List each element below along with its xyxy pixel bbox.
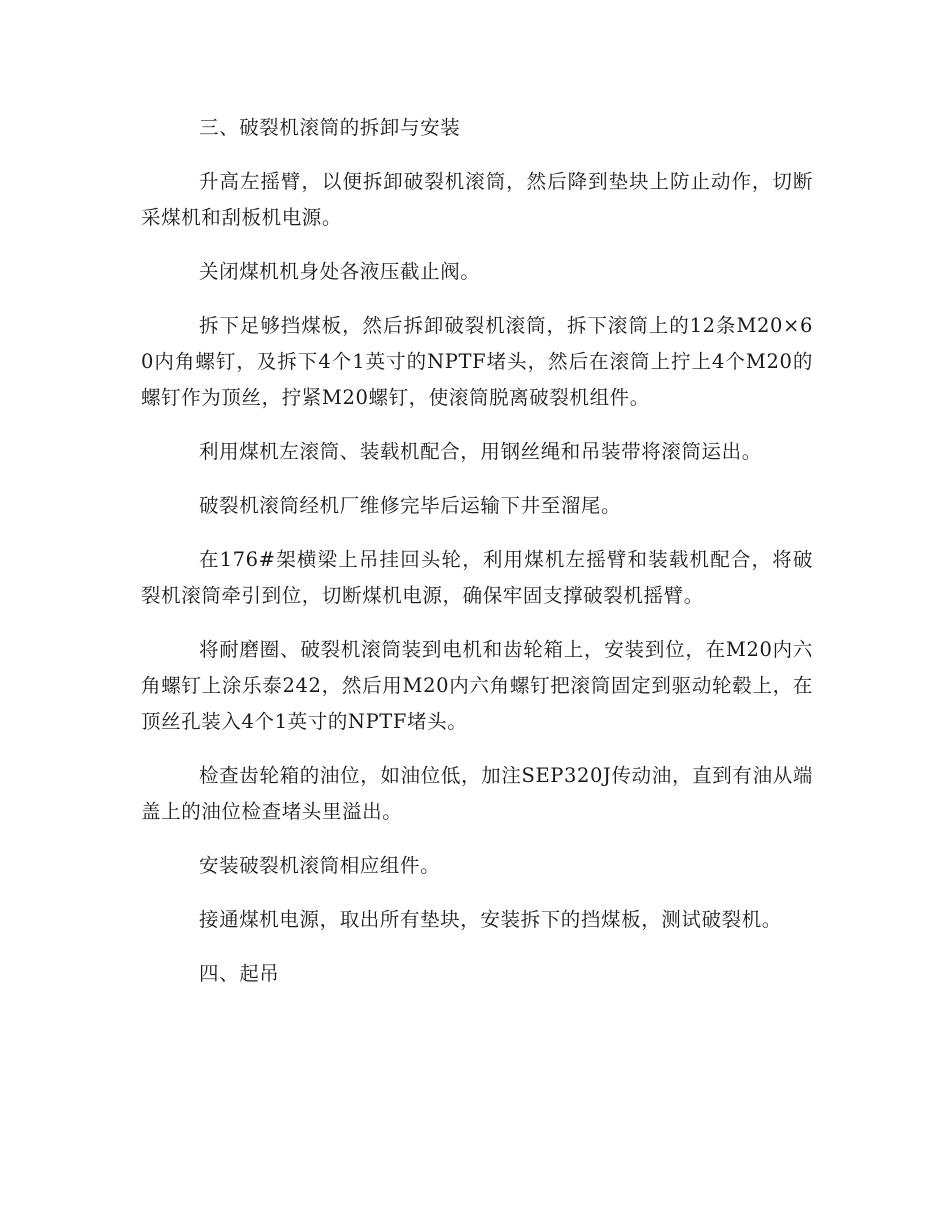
paragraph: 将耐磨圈、破裂机滚筒装到电机和齿轮箱上，安装到位，在M20内六角螺钉上涂乐泰242，然后用M20内六角螺钉把滚筒固定到驱动轮毂上，在顶丝孔装入4个1英寸的NPTF堵头。 [141,638,813,733]
paragraph: 利用煤机左滚筒、装载机配合，用钢丝绳和吊装带将滚筒运出。 [199,440,762,463]
paragraph: 在176#架横梁上吊挂回头轮，利用煤机左摇臂和装载机配合，将破裂机滚筒牵引到位，切断煤机电源，确保牢固支撑破裂机摇臂。 [141,548,813,607]
paragraph: 检查齿轮箱的油位，如油位低，加注SEP320J传动油，直到有油从端盖上的油位检查堵头里溢出。 [141,764,813,823]
section-heading-3: 三、破裂机滚筒的拆卸与安装 [199,116,461,139]
paragraph: 拆下足够挡煤板，然后拆卸破裂机滚筒，拆下滚筒上的12条M20×60内角螺钉，及拆下4个1英寸的NPTF堵头，然后在滚筒上拧上4个M20的螺钉作为顶丝，拧紧M20螺钉，使滚筒脱离破裂机组件。 [141,314,813,409]
paragraph: 升高左摇臂，以便拆卸破裂机滚筒，然后降到垫块上防止动作，切断采煤机和刮板机电源。 [141,170,813,229]
paragraph: 破裂机滚筒经机厂维修完毕后运输下井至溜尾。 [199,494,622,517]
paragraph: 关闭煤机机身处各液压截止阀。 [199,260,481,283]
paragraph: 接通煤机电源，取出所有垫块，安装拆下的挡煤板，测试破裂机。 [199,908,782,931]
section-heading-4: 四、起吊 [199,962,280,985]
document-body [141,110,813,992]
paragraph: 安装破裂机滚筒相应组件。 [199,854,441,877]
